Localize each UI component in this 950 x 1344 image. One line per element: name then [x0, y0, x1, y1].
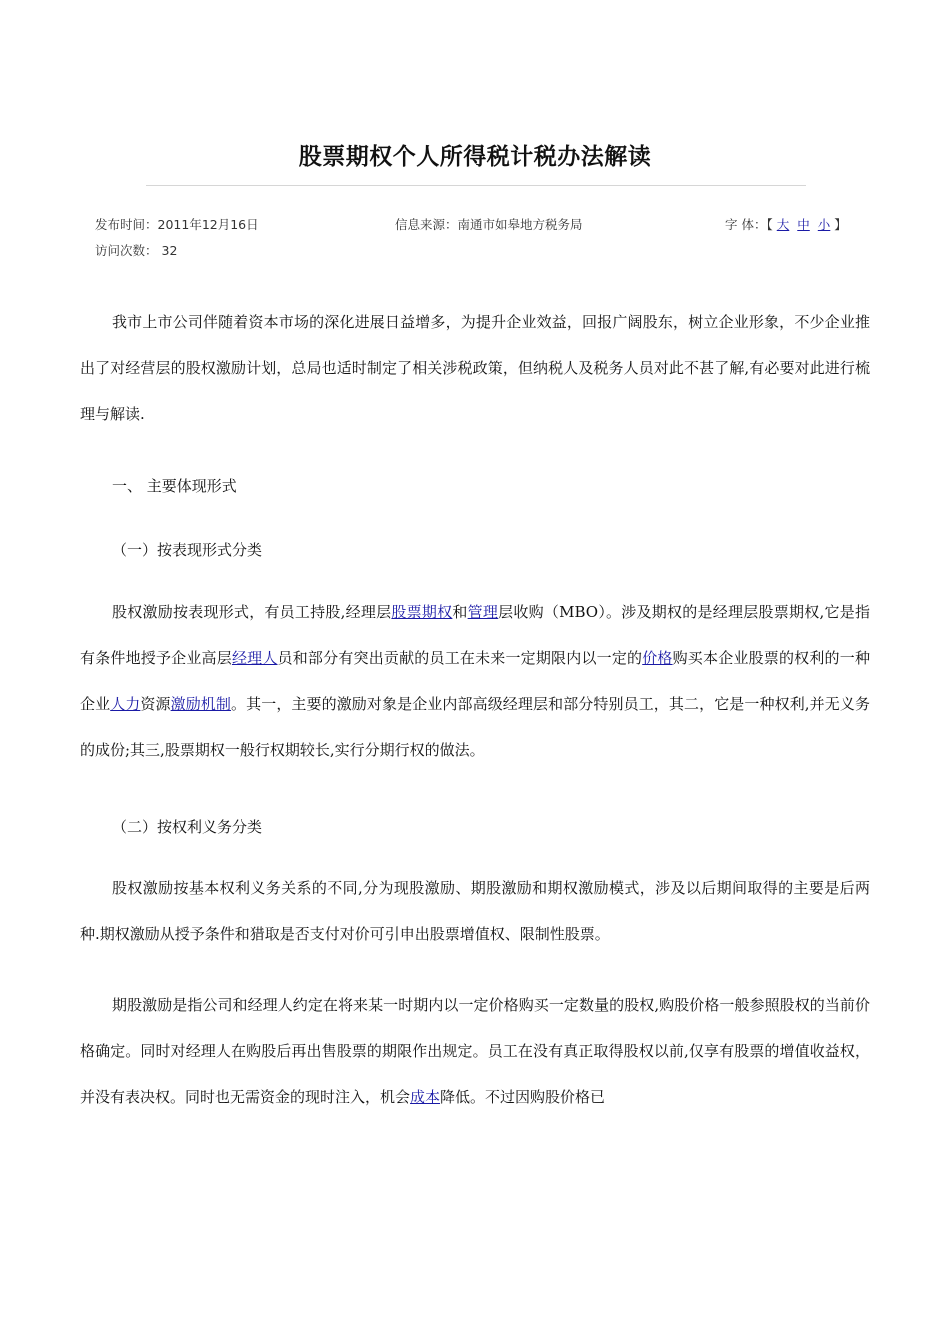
- link-price[interactable]: 价格: [642, 649, 673, 667]
- text-segment: 层收购（MBO）。涉及期权的是经理层股票期权,它是指有条件地授予企业高层: [80, 603, 870, 667]
- subsection-heading-1: （一）按表现形式分类: [112, 541, 263, 559]
- subsection-heading-2: （二）按权利义务分类: [112, 818, 263, 836]
- text-segment: 员和部分有突出贡献的员工在未来一定期限内以一定的: [277, 649, 643, 667]
- bracket-close: 】: [834, 217, 847, 232]
- font-medium-link[interactable]: 中: [797, 217, 810, 232]
- text-segment: 。其一，主要的激励对象是企业内部高级经理层和部分特别员工，其二，它是一种权利,并无义务的成份;其三,股票期权一般行权期较长,实行分期行权的做法。: [80, 695, 870, 759]
- text-segment: 和: [452, 603, 468, 621]
- font-large-link[interactable]: 大: [776, 217, 790, 232]
- link-stock-option[interactable]: 股票期权: [391, 603, 453, 621]
- publish-label: 发布时间：: [95, 217, 158, 232]
- source-label: 信息来源：: [395, 217, 458, 232]
- paragraph-form-classification: [80, 589, 870, 773]
- visits-value: 32: [161, 243, 178, 258]
- link-management[interactable]: 管理: [467, 603, 499, 621]
- intro-paragraph: 我市上市公司伴随着资本市场的深化进展日益增多，为提升企业效益，回报广阔股东，树立企业形象，不少企业推出了对经营层的股权激励计划，总局也适时制定了相关涉税政策，但纳税人及税务人员对此不甚了解,有必要对此进行梳理与解读.: [80, 313, 870, 423]
- link-cost[interactable]: 成本: [410, 1088, 441, 1106]
- paragraph-option-incentive: [80, 982, 870, 1120]
- publish-date: 2011年12月16日: [157, 217, 259, 232]
- font-small-link[interactable]: 小: [817, 217, 831, 232]
- link-manager[interactable]: 经理人: [231, 649, 278, 667]
- source-name: 南通市如皋地方税务局: [457, 217, 583, 232]
- text-segment: 股权激励按表现形式，有员工持股,经理层: [112, 603, 392, 621]
- text-segment: 降低。不过因购股价格已: [440, 1088, 606, 1106]
- section-heading-1: 一、 主要体现形式: [112, 477, 237, 495]
- paragraph-rights-classification: 股权激励按基本权利义务关系的不同,分为现股激励、期股激励和期权激励模式，涉及以后期间取得的主要是后两种.期权激励从授予条件和猎取是否支付对价可引申出股票增值权、限制性股票。: [80, 879, 870, 943]
- font-size-selector: [725, 215, 847, 233]
- publish-info: [95, 215, 259, 233]
- visit-count: [95, 241, 177, 259]
- title-divider: [146, 185, 806, 186]
- article-title: 股票期权个人所得税计税办法解读: [298, 144, 652, 170]
- bracket-open: 【: [766, 217, 773, 232]
- visits-label: 访问次数：: [95, 243, 158, 258]
- text-segment: 资源: [140, 695, 171, 713]
- text-segment: 期股激励是指公司和经理人约定在将来某一时期内以一定价格购买一定数量的股权,购股价格一般参照股权的当前价格确定。同时对经理人在购股后再出售股票的期限作出规定。员工在没有真正取得股权以前,仅享有股票的增值收益权，并没有表决权。同时也无需资金的现时注入，机会: [80, 996, 870, 1106]
- link-human[interactable]: 人力: [110, 695, 141, 713]
- link-incentive-mechanism[interactable]: 激励机制: [170, 695, 232, 713]
- font-size-label: 字 体：: [725, 217, 767, 232]
- text-segment: 购买本企业股票的权利的一种企业: [80, 649, 870, 713]
- source-info: [395, 215, 583, 233]
